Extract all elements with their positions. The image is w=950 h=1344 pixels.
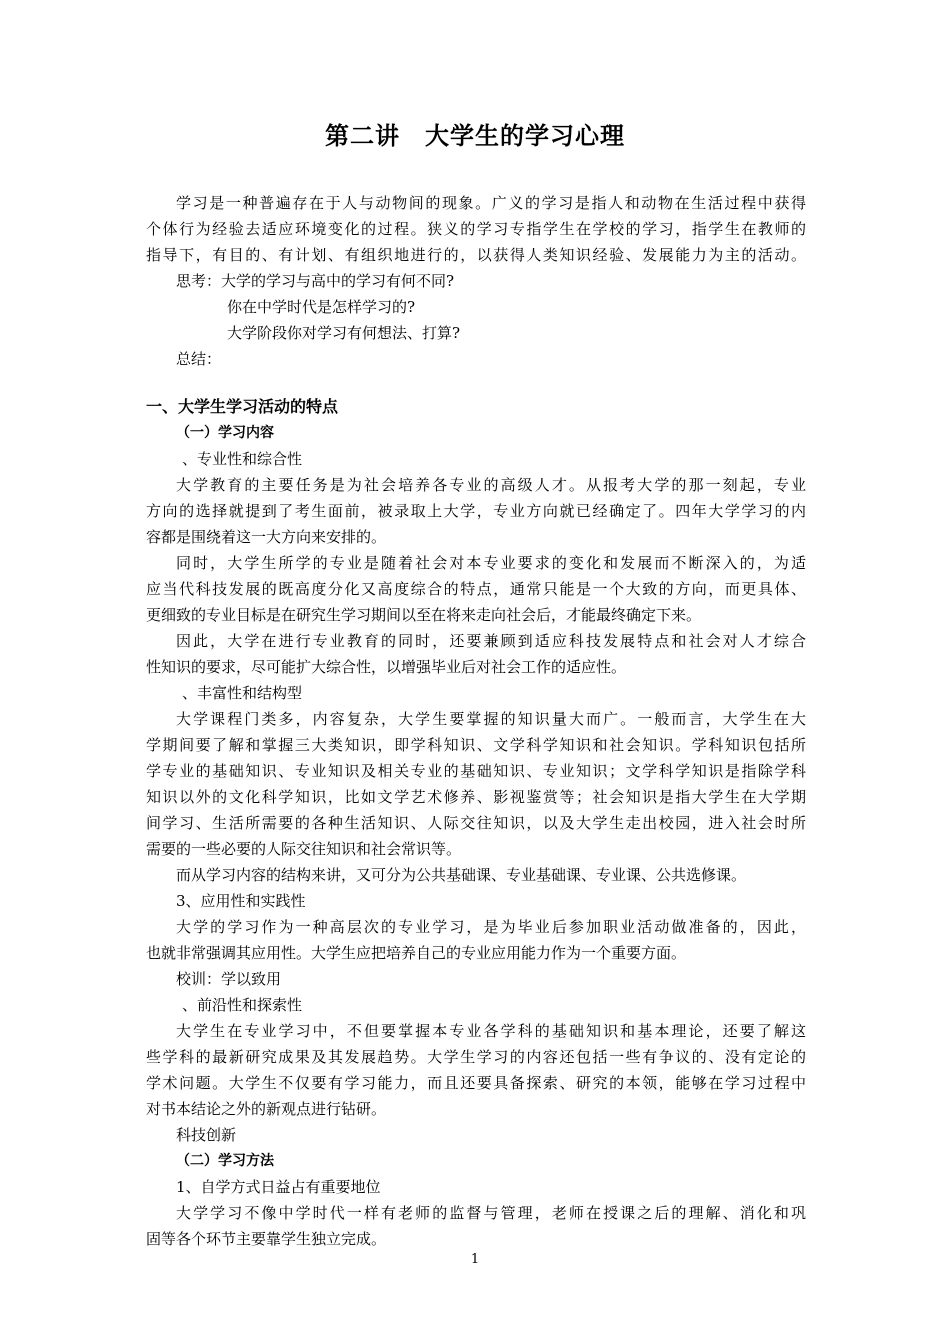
item-heading-2: 、丰富性和结构型	[182, 684, 303, 702]
item-heading-4: 、前沿性和探索性	[182, 996, 303, 1014]
think-question-3: 大学阶段你对学习有何想法、打算?	[227, 324, 461, 342]
summary-label: 总结：	[176, 350, 222, 368]
paragraph-line: 大学课程门类多，内容复杂，大学生要掌握的知识量大而广。一般而言，大学生在大	[176, 710, 806, 728]
paragraph-line: 更细致的专业目标是在研究生学习期间以至在将来走向社会后，才能最终确定下来。	[146, 606, 702, 624]
paragraph-line: 而从学习内容的结构来讲，又可分为公共基础课、专业基础课、专业课、公共选修课。	[176, 866, 747, 884]
paragraph-line: 学术问题。大学生不仅要有学习能力，而且还要具备探索、研究的本领，能够在学习过程中	[146, 1074, 806, 1092]
item-heading-3: 3、应用性和实践性	[176, 892, 306, 910]
page-number: 1	[470, 1252, 480, 1267]
paragraph-line: 大学的学习作为一种高层次的专业学习，是为毕业后参加职业活动做准备的，因此，	[176, 918, 806, 936]
page-title: 第二讲 大学生的学习心理	[325, 122, 625, 150]
section-heading: 一、大学生学习活动的特点	[146, 397, 339, 416]
paragraph-line: 固等各个环节主要靠学生独立完成。	[146, 1230, 387, 1248]
think-question-1: 思考：大学的学习与高中的学习有何不同?	[176, 272, 455, 290]
paragraph-line: 大学教育的主要任务是为社会培养各专业的高级人才。从报考大学的那一刻起，专业	[176, 476, 806, 494]
innovation-note: 科技创新	[176, 1126, 237, 1144]
paragraph-line: 同时，大学生所学的专业是随着社会对本专业要求的变化和发展而不断深入的，为适	[176, 554, 806, 572]
paragraph-line: 对书本结论之外的新观点进行钻研。	[146, 1100, 387, 1118]
subsection-heading-content: （一）学习内容	[176, 425, 274, 441]
intro-line-1: 学习是一种普遍存在于人与动物间的现象。广义的学习是指人和动物在生活过程中获得	[176, 194, 806, 212]
school-motto: 校训：学以致用	[176, 970, 282, 988]
paragraph-line: 知识以外的文化科学知识，比如文学艺术修养、影视鉴赏等；社会知识是指大学生在大学期	[146, 788, 806, 806]
paragraph-line: 需要的一些必要的人际交往知识和社会常识等。	[146, 840, 462, 858]
paragraph-line: 方向的选择就提到了考生面前，被录取上大学，专业方向就已经确定了。四年大学学习的内	[146, 502, 806, 520]
document-body	[146, 190, 806, 1252]
method-heading-1: 1、自学方式日益占有重要地位	[176, 1178, 381, 1196]
intro-line-3: 指导下，有目的、有计划、有组织地进行的，以获得人类知识经验、发展能力为主的活动。	[146, 246, 806, 264]
paragraph-line: 容都是围绕着这一大方向来安排的。	[146, 528, 387, 546]
paragraph-line: 些学科的最新研究成果及其发展趋势。大学生学习的内容还包括一些有争议的、没有定论的	[146, 1048, 806, 1066]
paragraph-line: 大学生在专业学习中，不但要掌握本专业各学科的基础知识和基本理论，还要了解这	[176, 1022, 806, 1040]
paragraph-line: 间学习、生活所需要的各种生活知识、人际交往知识，以及大学生走出校园，进入社会时所	[146, 814, 806, 832]
intro-line-2: 个体行为经验去适应环境变化的过程。狭义的学习专指学生在学校的学习，指学生在教师的	[146, 220, 806, 238]
section-gap	[146, 372, 806, 394]
paragraph-line: 学期间要了解和掌握三大类知识，即学科知识、文学科学知识和社会知识。学科知识包括所	[146, 736, 806, 754]
paragraph-line: 性知识的要求，尽可能扩大综合性，以增强毕业后对社会工作的适应性。	[146, 658, 627, 676]
paragraph-line: 也就非常强调其应用性。大学生应把培养自己的专业应用能力作为一个重要方面。	[146, 944, 687, 962]
paragraph-line: 大学学习不像中学时代一样有老师的监督与管理，老师在授课之后的理解、消化和巩	[176, 1204, 806, 1222]
paragraph-line: 学专业的基础知识、专业知识及相关专业的基础知识、专业知识；文学科学知识是指除学科	[146, 762, 806, 780]
paragraph-line: 应当代科技发展的既高度分化又高度综合的特点，通常只能是一个大致的方向，而更具体、	[146, 580, 806, 598]
subsection-heading-method: （二）学习方法	[176, 1153, 274, 1169]
think-question-2: 你在中学时代是怎样学习的?	[227, 298, 416, 316]
paragraph-line: 因此，大学在进行专业教育的同时，还要兼顾到适应科技发展特点和社会对人才综合	[176, 632, 806, 650]
item-heading-1: 、专业性和综合性	[182, 450, 303, 468]
